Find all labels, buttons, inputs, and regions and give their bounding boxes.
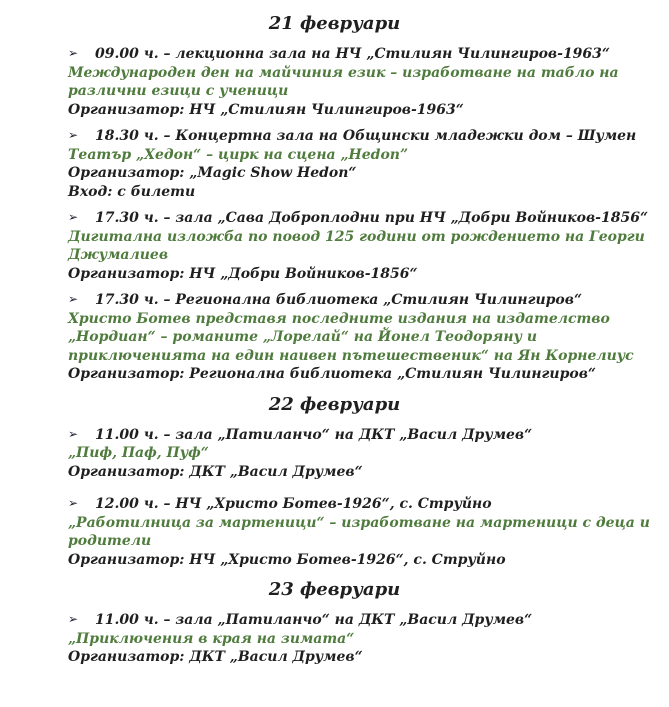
arrow-bullet-icon: ➢ (68, 46, 79, 60)
event-time-location: 09.00 ч. – лекционна зала на НЧ „Стилиян Чилингиров-1963“ (95, 46, 610, 62)
event-time-location: 17.30 ч. – Регионална библиотека „Стилиян Чилингиров“ (95, 292, 583, 308)
date-heading-21-february: 21 февруари (268, 13, 401, 34)
event-time-location: 11.00 ч. – зала „Патиланчо“ на ДКТ „Васил Друмев“ (95, 426, 533, 443)
event-header-line (68, 127, 641, 146)
event-header-line (68, 291, 641, 310)
event-organizer-line: Организатор: НЧ „Добри Войников-1856“ (68, 265, 418, 282)
event-description-line: „Пиф, Паф, Пуф“ (68, 445, 209, 461)
event-description-line: „Работилница за мартеници“ – изработване на мартеници с деца и (68, 514, 650, 531)
event-header-line (68, 426, 641, 445)
event-description-line: „Нордиан“ – романите „Лорелай“ на Йонел Теодоряну и (68, 329, 538, 345)
event-admission-line: Вход: с билети (68, 183, 196, 200)
event-time-location: 18.30 ч. – Концертна зала на Общински младежки дом – Шумен (95, 128, 637, 144)
event-organizer-line: Организатор: ДКТ „Васил Друмев“ (68, 649, 363, 665)
event-organizer-line: Организатор: НЧ „Христо Ботев-1926“, с. Струйно (68, 551, 506, 568)
event-regional-library-1730 (68, 291, 641, 384)
event-patilancho-1100-day2 (68, 611, 641, 667)
arrow-bullet-icon: ➢ (68, 426, 79, 441)
event-lecture-hall-0900 (68, 45, 641, 119)
event-header-line (68, 209, 648, 228)
event-description-line: различни езици с ученици (68, 83, 289, 99)
event-time-location: 11.00 ч. – зала „Патиланчо“ на ДКТ „Васил Друмев“ (95, 612, 533, 628)
event-patilancho-1100 (68, 426, 641, 482)
event-header-line (68, 611, 641, 630)
event-description-line: „Приключения в края на зимата“ (68, 630, 355, 647)
event-description-line: Христо Ботев представя последните издания на издателство (68, 310, 610, 327)
event-description-line: приключенията на един наивен пътешественик“ на Ян Корнелиус (68, 347, 634, 364)
event-header-line (68, 495, 641, 514)
event-organizer-line: Организатор: Регионална библиотека „Стилиян Чилингиров“ (68, 366, 596, 382)
event-description-line: Джумалиев (68, 247, 169, 263)
event-organizer-line: Организатор: ДКТ „Васил Друмев“ (68, 463, 363, 480)
event-description-line: Международен ден на майчиния език – изработване на табло на (68, 64, 619, 81)
event-sava-dobroplodni-1730 (68, 209, 648, 283)
date-heading-22-february: 22 февруари (268, 393, 401, 415)
arrow-bullet-icon: ➢ (68, 128, 79, 142)
arrow-bullet-icon: ➢ (68, 496, 79, 510)
arrow-bullet-icon: ➢ (68, 612, 79, 626)
event-description-line: Театър „Хедон“ – цирк на сцена „Hedon” (68, 146, 409, 163)
arrow-bullet-icon: ➢ (68, 210, 79, 224)
event-description-line: Дигитална изложба по повод 125 години от рождението на Георги (68, 228, 645, 245)
event-time-location: 12.00 ч. – НЧ „Христо Ботев-1926“, с. Струйно (95, 496, 492, 512)
date-heading-23-february: 23 февруари (268, 579, 401, 600)
event-description-line: родители (68, 533, 152, 549)
event-time-location: 17.30 ч. – зала „Сава Доброплодни при НЧ „Добри Войников-1856“ (95, 210, 648, 226)
event-organizer-line: Организатор: „Magic Show Hedon“ (68, 165, 357, 181)
event-organizer-line: Организатор: НЧ „Стилиян Чилингиров-1963“ (68, 101, 464, 118)
event-concert-hall-1830 (68, 127, 641, 201)
event-header-line (68, 45, 641, 64)
event-hristo-botev-1200 (68, 495, 650, 569)
arrow-bullet-icon: ➢ (68, 292, 79, 306)
